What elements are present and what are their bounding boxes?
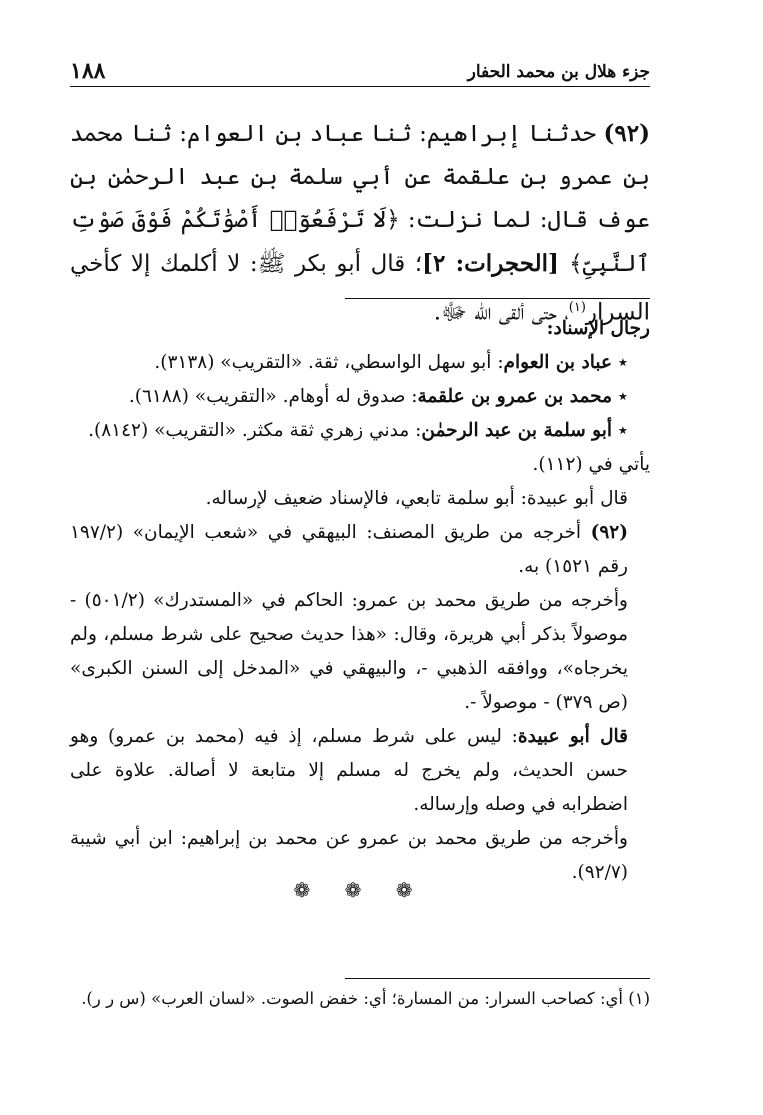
footnote	[70, 986, 650, 1012]
narrators-heading: رجال الإسناد:	[546, 318, 650, 339]
footnote-divider	[345, 978, 650, 979]
hadith-text	[70, 112, 650, 335]
editor-label: قال أبو عبيدة	[517, 726, 628, 747]
narrator-name: عباد بن العوام	[503, 352, 613, 373]
editor-comment	[70, 720, 650, 822]
ruling-paragraph: قال أبو عبيدة: أبو سلمة تابعي، فالإسناد ضعيف لإرساله.	[205, 488, 628, 509]
narrator-desc: : صدوق له أوهام. «التقريب» (٦١٨٨).	[128, 386, 418, 407]
quran-reference: [الحجرات: ٢]	[422, 250, 570, 277]
star-icon: ٭	[617, 352, 628, 373]
ornament-divider: ❁ ❁ ❁	[293, 878, 427, 902]
narrator-item	[70, 414, 650, 448]
narrator-item	[70, 380, 650, 414]
footnote-text: (١) أي: كصاحب السرار: من المسارة؛ أي: خفض الصوت. «لسان العرب» (س ر ر).	[81, 989, 650, 1008]
hadith-end: ، حتى ألقى الله ﷻ.	[433, 299, 569, 326]
hadith-number: (٩٢)	[603, 120, 650, 147]
takhrij-paragraph	[70, 516, 650, 584]
page-number: ١٨٨	[70, 58, 106, 84]
editor-text: : ليس على شرط مسلم، إذ فيه (محمد بن عمرو) وهو حسن الحديث، ولم يخرج له مسلم إلا متابعة لا أصالة. علاوة على اضطرابه في وصله وإرساله.	[70, 726, 628, 815]
cross-reference: يأتي في (١١٢).	[532, 454, 650, 475]
star-icon: ٭	[617, 386, 628, 407]
hadith-number-ref: (٩٢)	[590, 522, 628, 543]
page-header	[70, 56, 650, 87]
commentary	[70, 312, 650, 890]
footnote-marker: (١)	[568, 300, 586, 315]
quran-verse: ﴿لَا تَرْفَعُوٓا۟ أَصْوَٰتَكُمْ فَوْقَ صَوْتِ ٱلنَّبِىِّ﴾	[70, 207, 650, 277]
star-icon: ٭	[617, 420, 628, 441]
section-divider	[345, 298, 650, 299]
hadith-paragraph	[70, 112, 650, 335]
narrator-name: محمد بن عمرو بن علقمة	[417, 386, 613, 407]
hadith-chain: حدثنا إبراهيم: ثنا عباد بن العوام: ثنا محمد بن عمرو بن علقمة عن أبي سلمة بن عبد الرحمٰن بن عوف قال: لما نزلت:	[70, 121, 650, 233]
narrator-item	[70, 346, 650, 380]
narrator-name: أبو سلمة بن عبد الرحمٰن	[421, 420, 613, 441]
running-title: جزء هلال بن محمد الحفار	[467, 62, 650, 82]
takhrij-paragraph-3: وأخرجه من طريق محمد بن عمرو عن محمد بن إبراهيم: ابن أبي شيبة (٩٢/٧).	[70, 828, 628, 883]
hadith-matn: ؛ قال أبو بكر ﷺ: لا أكلمك إلا كأخي السرار	[70, 251, 650, 326]
takhrij-text: أخرجه من طريق المصنف: البيهقي في «شعب الإيمان» (١٩٧/٢ رقم ١٥٢١) به.	[70, 522, 628, 577]
takhrij-paragraph-2: وأخرجه من طريق محمد بن عمرو: الحاكم في «المستدرك» (٥٠١/٢) - موصولاً بذكر أبي هريرة، وقال: «هذا حديث صحيح على شرط مسلم، ولم يخرجاه»، ووافقه الذهبي -، والبيهقي في «المدخل إلى السنن الكبرى» (ص ٣٧٩) - موصولاً -.	[70, 590, 628, 713]
narrator-desc: : مدني زهري ثقة مكثر. «التقريب» (٨١٤٢).	[88, 420, 422, 441]
narrator-desc: : أبو سهل الواسطي، ثقة. «التقريب» (٣١٣٨).	[154, 352, 504, 373]
